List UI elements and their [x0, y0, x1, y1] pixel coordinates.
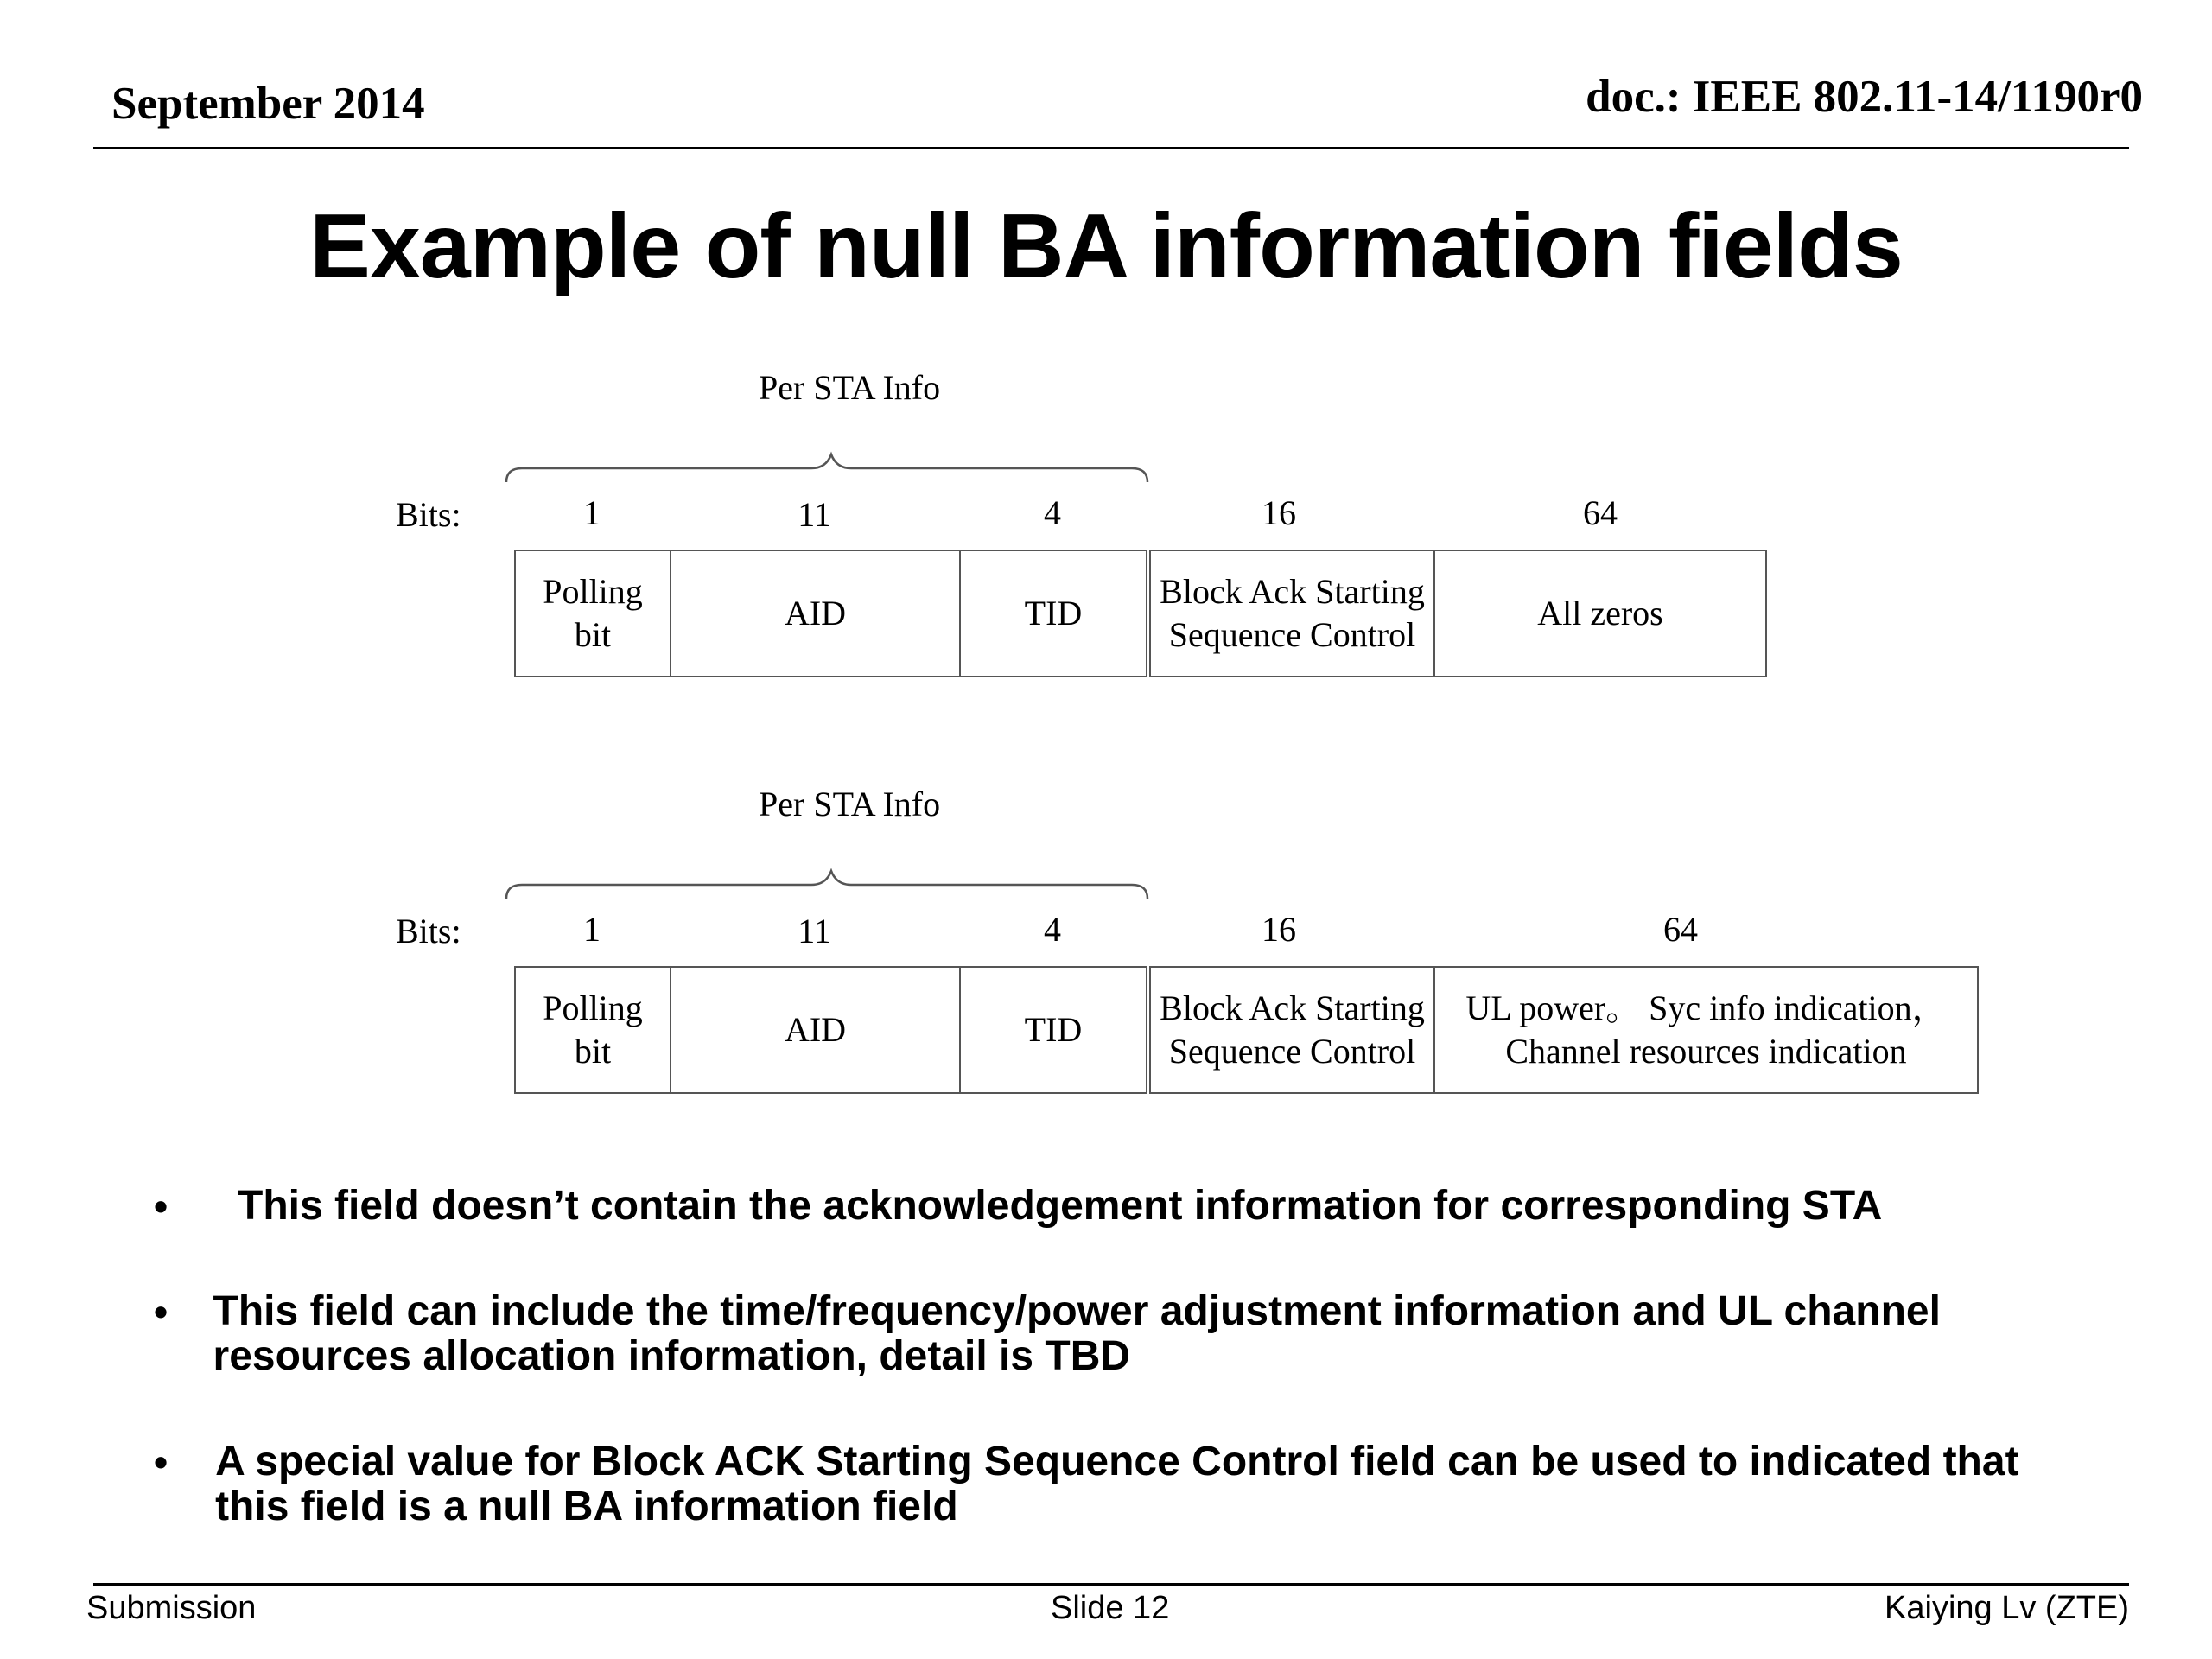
- bullet-symbol: •: [154, 1289, 168, 1334]
- bits-label: Bits:: [396, 495, 461, 534]
- footer-author: Kaiying Lv (ZTE): [1885, 1590, 2129, 1626]
- bit-count-tid: 4: [1044, 910, 1061, 949]
- per-sta-info-label: Per STA Info: [759, 785, 941, 823]
- per-sta-info-brace: [505, 449, 1149, 484]
- header-rule: [93, 147, 2129, 149]
- bit-count-ssc: 16: [1262, 910, 1296, 949]
- slide-title: Example of null BA information fields: [309, 195, 1903, 297]
- field-table-2: [514, 966, 1979, 1094]
- bullet-text: A special value for Block ACK Starting Sequence Control field can be used to indicated that this field is a null BA information field: [215, 1439, 2019, 1529]
- field-tid: TID: [960, 967, 1148, 1093]
- field-aid: AID: [671, 967, 960, 1093]
- bit-count-aid: 11: [798, 912, 831, 950]
- field-polling-bit: Polling bit: [515, 967, 671, 1093]
- header-doc-id: doc.: IEEE 802.11-14/1190r0: [1586, 72, 2143, 122]
- bullet-item: [154, 1289, 2089, 1379]
- per-sta-info-brace: [505, 866, 1149, 900]
- bullet-item: [154, 1184, 2089, 1229]
- field-tid: TID: [960, 550, 1148, 677]
- bullet-list: [154, 1184, 2089, 1590]
- bit-count-aid: 11: [798, 495, 831, 534]
- header-date: September 2014: [111, 79, 425, 129]
- bit-count-polling: 1: [583, 493, 601, 532]
- footer-rule: [93, 1583, 2129, 1586]
- field-polling-bit: Polling bit: [515, 550, 671, 677]
- footer-submission: Submission: [86, 1590, 257, 1626]
- field-ul-info: UL power。 Syc info indication，Channel resources indication: [1434, 967, 1978, 1093]
- bit-count-tid: 4: [1044, 493, 1061, 532]
- per-sta-info-label: Per STA Info: [759, 368, 941, 407]
- bullet-text: This field can include the time/frequency/power adjustment information and UL channel resources allocation information, detail is TBD: [213, 1288, 1941, 1379]
- field-all-zeros: All zeros: [1434, 550, 1766, 677]
- bullet-symbol: •: [154, 1184, 168, 1229]
- bullet-text: This field doesn’t contain the acknowledgement information for corresponding STA: [238, 1183, 1883, 1229]
- bit-count-polling: 1: [583, 910, 601, 949]
- bullet-item: [154, 1440, 2089, 1529]
- bits-label: Bits:: [396, 912, 461, 950]
- field-block-ack-ssc: Block Ack Starting Sequence Control: [1148, 550, 1434, 677]
- field-table-1: [514, 550, 1767, 677]
- footer-slide-number: Slide 12: [1051, 1590, 1170, 1626]
- field-aid: AID: [671, 550, 960, 677]
- bullet-symbol: •: [154, 1440, 168, 1484]
- bit-count-last: 64: [1583, 493, 1618, 532]
- bit-count-ssc: 16: [1262, 493, 1296, 532]
- field-block-ack-ssc: Block Ack Starting Sequence Control: [1148, 967, 1434, 1093]
- bit-count-last: 64: [1663, 910, 1698, 949]
